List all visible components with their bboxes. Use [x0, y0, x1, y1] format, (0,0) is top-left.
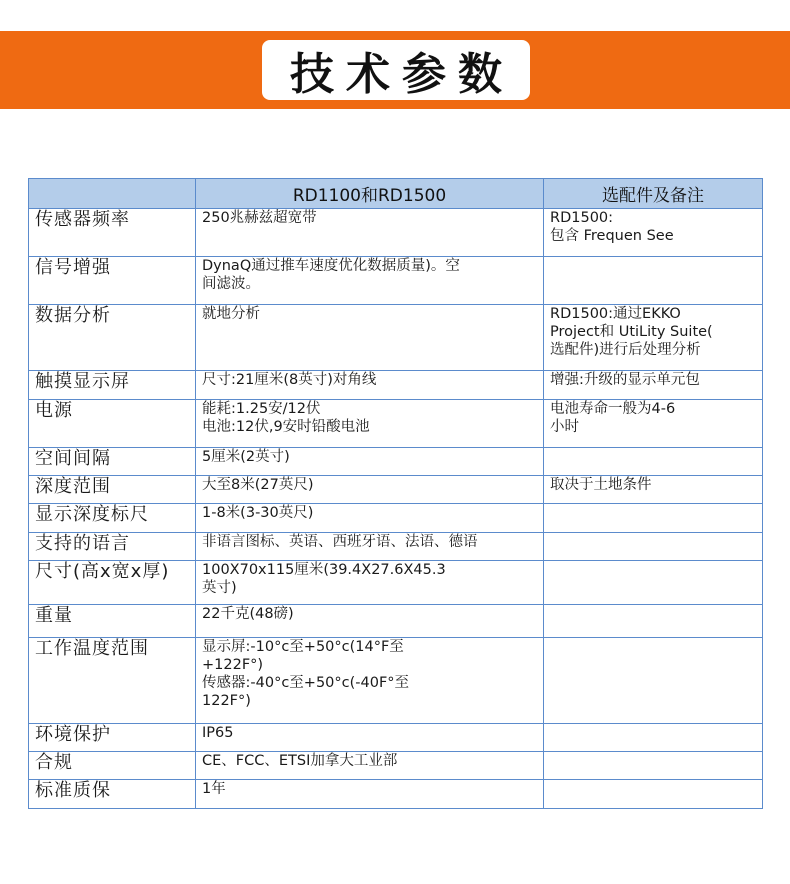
table-row [29, 209, 763, 257]
row-note [544, 752, 763, 780]
row-spec: 1-8米(3-30英尺) [196, 504, 544, 533]
row-note [544, 605, 763, 638]
row-label: 环境保护 [29, 724, 196, 752]
row-note [544, 448, 763, 476]
row-note [544, 533, 763, 561]
row-note: 取决于土地条件 [544, 476, 763, 504]
table-row [29, 724, 763, 752]
table-row [29, 561, 763, 605]
table-row [29, 371, 763, 400]
row-spec: 非语言图标、英语、西班牙语、法语、德语 [196, 533, 544, 561]
row-note [544, 780, 763, 809]
spec-table [28, 178, 763, 809]
row-spec: 100X70x115厘米(39.4X27.6X45.3 英寸) [196, 561, 544, 605]
row-spec: 250兆赫兹超宽带 [196, 209, 544, 257]
table-row [29, 504, 763, 533]
row-spec: 5厘米(2英寸) [196, 448, 544, 476]
row-label: 数据分析 [29, 305, 196, 371]
row-note [544, 257, 763, 305]
table-header-row [29, 179, 763, 209]
row-label: 支持的语言 [29, 533, 196, 561]
table-row [29, 605, 763, 638]
table-row [29, 752, 763, 780]
row-label: 触摸显示屏 [29, 371, 196, 400]
row-label: 工作温度范围 [29, 638, 196, 724]
row-note: RD1500:通过EKKO Project和 UtiLity Suite( 选配件)进行后处理分析 [544, 305, 763, 371]
table-row [29, 476, 763, 504]
table-row [29, 305, 763, 371]
row-spec: 显示屏:-10°c至+50°c(14°F至 +122F°) 传感器:-40°c至+50°c(-40F°至 122F°) [196, 638, 544, 724]
row-note [544, 638, 763, 724]
row-label: 深度范围 [29, 476, 196, 504]
table-row [29, 257, 763, 305]
row-spec: 22千克(48磅) [196, 605, 544, 638]
row-spec: IP65 [196, 724, 544, 752]
row-note: 电池寿命一般为4-6 小时 [544, 400, 763, 448]
row-note [544, 504, 763, 533]
row-label: 信号增强 [29, 257, 196, 305]
row-label: 空间间隔 [29, 448, 196, 476]
row-note [544, 724, 763, 752]
title-box [262, 40, 530, 100]
row-spec: 大至8米(27英尺) [196, 476, 544, 504]
row-spec: 就地分析 [196, 305, 544, 371]
row-label: 传感器频率 [29, 209, 196, 257]
title-banner [0, 31, 790, 109]
table-row [29, 780, 763, 809]
row-label: 合规 [29, 752, 196, 780]
row-note [544, 561, 763, 605]
row-label: 标准质保 [29, 780, 196, 809]
row-label: 重量 [29, 605, 196, 638]
page-title: 技术参数 [290, 49, 514, 100]
row-label: 尺寸(高x宽x厚) [29, 561, 196, 605]
row-label: 显示深度标尺 [29, 504, 196, 533]
row-note: RD1500: 包含 Frequen See [544, 209, 763, 257]
row-spec: 1年 [196, 780, 544, 809]
row-spec: 能耗:1.25安/12伏 电池:12伏,9安时铅酸电池 [196, 400, 544, 448]
row-note: 增强:升级的显示单元包 [544, 371, 763, 400]
row-label: 电源 [29, 400, 196, 448]
table-row [29, 533, 763, 561]
header-cell-notes: 选配件及备注 [544, 179, 763, 209]
table-row [29, 448, 763, 476]
table-row [29, 638, 763, 724]
row-spec: 尺寸:21厘米(8英寸)对角线 [196, 371, 544, 400]
row-spec: DynaQ通过推车速度优化数据质量)。空 间滤波。 [196, 257, 544, 305]
row-spec: CE、FCC、ETSI加拿大工业部 [196, 752, 544, 780]
header-cell-model: RD1100和RD1500 [196, 179, 544, 209]
header-cell-blank [29, 179, 196, 209]
table-row [29, 400, 763, 448]
